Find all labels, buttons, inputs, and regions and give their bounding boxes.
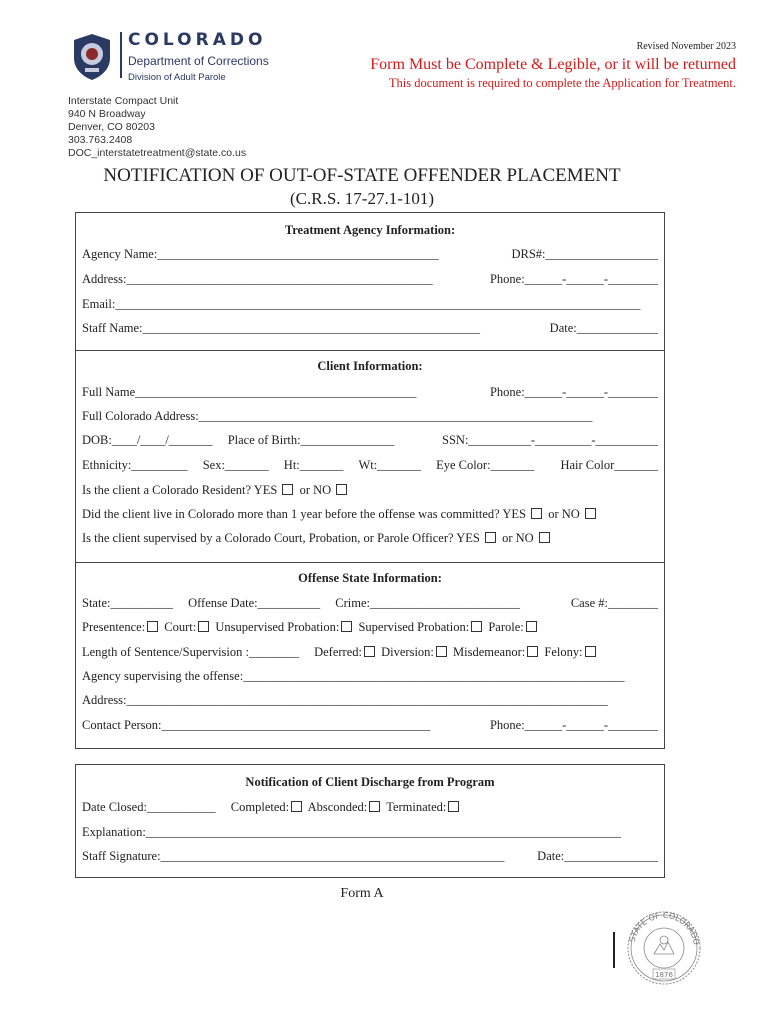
sentence-length-field[interactable]: Length of Sentence/Supervision :________ (82, 645, 299, 659)
weight-field[interactable]: Wt:_______ (358, 458, 421, 472)
presentence-checkbox[interactable] (147, 621, 158, 632)
birthplace-field[interactable]: Place of Birth:_______________ (227, 433, 395, 447)
margin-bar (613, 932, 615, 968)
court-label: Court: (164, 620, 197, 634)
court-checkbox[interactable] (198, 621, 209, 632)
offense-heading: Offense State Information: (298, 571, 442, 585)
staff-name-row (82, 321, 658, 336)
agency-email-field[interactable]: Email:____________________________________________________________________________________ (82, 297, 641, 311)
unit-address (68, 95, 246, 160)
agency-address-field[interactable]: Address:_________________________________________________ (82, 272, 433, 286)
ssn-field[interactable]: SSN:__________-_________-__________ (442, 433, 658, 447)
supervised-label: Supervised Probation: (358, 620, 470, 634)
state-seal-icon (626, 910, 702, 986)
required-note: This document is required to complete the Application for Treatment. (388, 76, 736, 90)
agency-email-row (82, 297, 658, 312)
form-box (75, 212, 665, 749)
client-dob-row (82, 433, 658, 448)
misdemeanor-label: Misdemeanor: (453, 645, 526, 659)
unsupervised-probation-checkbox[interactable] (341, 621, 352, 632)
signature-row (82, 849, 658, 864)
client-name-field[interactable]: Full Name_____________________________________________ (82, 385, 417, 399)
staff-signature-field[interactable]: Staff Signature:_______________________________________________________ (82, 849, 505, 863)
ethnicity-field[interactable]: Ethnicity:_________ (82, 458, 188, 472)
absconded-checkbox[interactable] (369, 801, 380, 812)
address-line: 940 N Broadway (68, 108, 146, 120)
discharge-status-row (82, 800, 658, 815)
lived-no-checkbox[interactable] (585, 508, 596, 519)
agency-name-field[interactable]: Agency Name:_____________________________________________ (82, 247, 439, 261)
client-phone-field[interactable]: Phone:______-______-________ (489, 385, 658, 399)
drs-field[interactable]: DRS#:__________________ (511, 247, 658, 261)
completion-warning: Form Must be Complete & Legible, or it will be returned (370, 56, 736, 73)
treatment-heading: Treatment Agency Information: (284, 223, 456, 237)
offense-state-row (82, 596, 658, 611)
eye-color-field[interactable]: Eye Color:_______ (436, 458, 535, 472)
seal-text: STATE OF COLORADO (627, 910, 701, 946)
contact-phone-field[interactable]: Phone:______-______-________ (489, 718, 658, 732)
state-field[interactable]: State:__________ (82, 596, 173, 610)
logo-divider (120, 32, 122, 78)
or-no-label: or NO (502, 531, 534, 545)
doc-shield-logo-icon (70, 32, 114, 82)
department-name: Department of Corrections (128, 54, 269, 68)
explanation-row (82, 825, 658, 840)
client-address-row (82, 409, 658, 424)
terminated-checkbox[interactable] (448, 801, 459, 812)
brand-name: COLORADO (128, 30, 267, 50)
agency-name-row (82, 247, 658, 262)
offense-status-row (82, 620, 658, 635)
date-closed-field[interactable]: Date Closed:___________ (82, 800, 216, 814)
supervised-question (82, 531, 658, 546)
resident-no-checkbox[interactable] (336, 484, 347, 495)
supervised-yes-checkbox[interactable] (485, 532, 496, 543)
resident-yes-checkbox[interactable] (282, 484, 293, 495)
felony-checkbox[interactable] (585, 646, 596, 657)
felony-label: Felony: (544, 645, 583, 659)
offense-address-row (82, 693, 658, 708)
form-title: NOTIFICATION OF OUT-OF-STATE OFFENDER PLACEMENT (103, 165, 621, 186)
explanation-field[interactable]: Explanation:____________________________________________________________________________ (82, 825, 621, 839)
case-number-field[interactable]: Case #:________ (570, 596, 658, 610)
form-statute: (C.R.S. 17-27.1-101) (289, 189, 435, 208)
offense-date-field[interactable]: Offense Date:__________ (188, 596, 321, 610)
deferred-label: Deferred: (314, 645, 362, 659)
dob-field[interactable]: DOB:____/____/_______ (82, 433, 213, 447)
offense-address-field[interactable]: Address:_____________________________________________________________________________ (82, 693, 608, 707)
absconded-label: Absconded: (307, 800, 368, 814)
revised-date: Revised November 2023 (636, 41, 736, 52)
seal-year: 1876 (655, 971, 673, 979)
terminated-label: Terminated: (386, 800, 447, 814)
division-name: Division of Adult Parole (128, 72, 226, 83)
sex-field[interactable]: Sex:_______ (202, 458, 269, 472)
sentence-row (82, 645, 658, 660)
address-line: DOC_interstatetreatment@state.co.us (68, 147, 247, 159)
unsupervised-label: Unsupervised Probation: (215, 620, 340, 634)
lived-question (82, 507, 658, 522)
parole-label: Parole: (488, 620, 524, 634)
supervised-question-label: Is the client supervised by a Colorado Court, Probation, or Parole Officer? YES (82, 531, 480, 545)
contact-row (82, 718, 658, 733)
client-physical-row (82, 458, 658, 473)
hair-color-field[interactable]: Hair Color_______ (560, 458, 658, 472)
completed-checkbox[interactable] (291, 801, 302, 812)
resident-question-label: Is the client a Colorado Resident? YES (82, 483, 278, 497)
contact-person-field[interactable]: Contact Person:___________________________________________ (82, 718, 431, 732)
presentence-label: Presentence: (82, 620, 146, 634)
misdemeanor-checkbox[interactable] (527, 646, 538, 657)
crime-field[interactable]: Crime:________________________ (335, 596, 520, 610)
diversion-checkbox[interactable] (436, 646, 447, 657)
or-no-label: or NO (548, 507, 580, 521)
lived-yes-checkbox[interactable] (531, 508, 542, 519)
section-divider (76, 562, 664, 563)
supervised-probation-checkbox[interactable] (471, 621, 482, 632)
address-line: Interstate Compact Unit (68, 95, 179, 107)
discharge-box (75, 764, 665, 878)
agency-address-row (82, 272, 658, 287)
section-divider (76, 350, 664, 351)
form-label: Form A (340, 886, 384, 901)
parole-checkbox[interactable] (526, 621, 537, 632)
staff-name-field[interactable]: Staff Name:______________________________________________________ (82, 321, 481, 335)
address-line: 303.763.2408 (68, 134, 133, 146)
address-line: Denver, CO 80203 (68, 121, 155, 133)
client-name-row (82, 385, 658, 400)
lived-question-label: Did the client live in Colorado more than 1 year before the offense was committed? YES (82, 507, 526, 521)
resident-question (82, 483, 658, 498)
or-no-label: or NO (299, 483, 332, 497)
height-field[interactable]: Ht:_______ (283, 458, 344, 472)
client-address-field[interactable]: Full Colorado Address:_______________________________________________________________ (82, 409, 593, 423)
supervising-agency-field[interactable]: Agency supervising the offense:_____________________________________________________________ (82, 669, 625, 683)
staff-date-field[interactable]: Date:_____________ (549, 321, 658, 335)
agency-phone-field[interactable]: Phone:______-______-________ (489, 272, 658, 286)
signature-date-field[interactable]: Date:_______________ (537, 849, 658, 863)
diversion-label: Diversion: (381, 645, 434, 659)
deferred-checkbox[interactable] (364, 646, 375, 657)
discharge-heading: Notification of Client Discharge from Program (245, 775, 495, 789)
client-heading: Client Information: (317, 359, 423, 373)
supervising-agency-row (82, 669, 658, 684)
completed-label: Completed: (230, 800, 290, 814)
supervised-no-checkbox[interactable] (539, 532, 550, 543)
